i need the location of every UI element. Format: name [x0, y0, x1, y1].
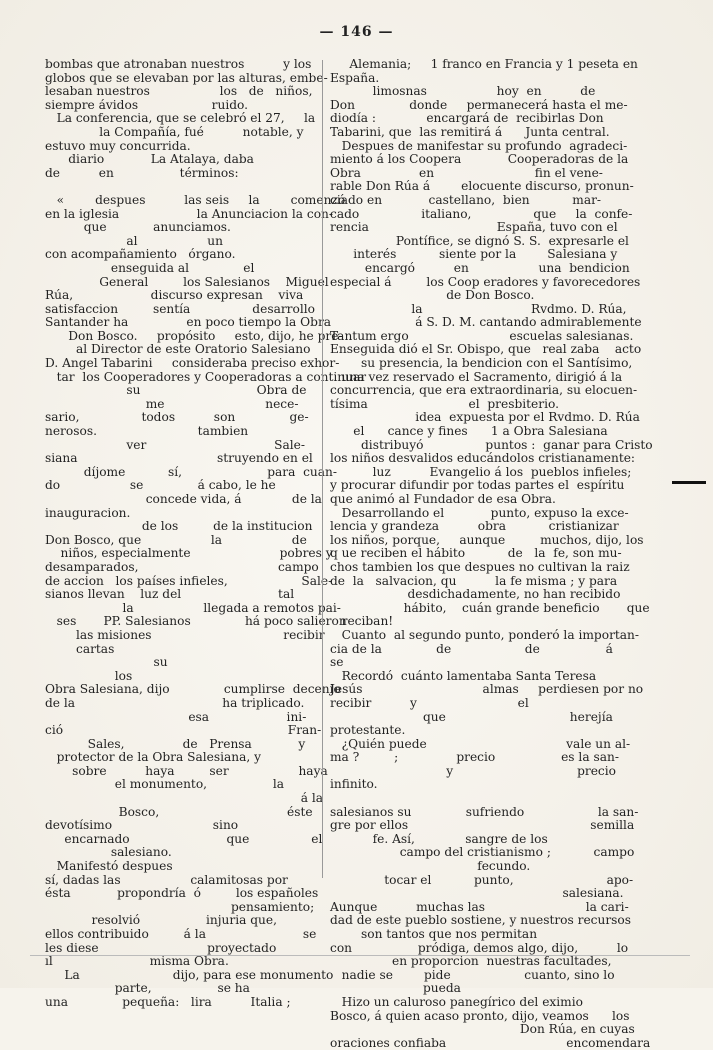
- text-line: cartas: [45, 641, 115, 656]
- text-line: Aunque muchas las la cari-: [330, 899, 629, 914]
- text-line: y procurar difundir por todas partes el espíritu: [330, 478, 625, 493]
- text-line: los niños, porque, aunque muchos, dijo, los: [330, 532, 644, 547]
- text-line: niños, especialmente pobres y: [45, 546, 333, 561]
- text-line: de la salvacion, qu la fe misma ; y para: [330, 573, 618, 588]
- text-line: los: [45, 668, 133, 683]
- text-line: rencia España, tuvo con el: [330, 220, 618, 235]
- text-line: el monumento, la: [45, 777, 285, 792]
- text-line: Tabarini, que las remitirá á Junta central.: [330, 124, 610, 139]
- text-line: cia de la de de á: [330, 641, 613, 656]
- text-line: y precio: [330, 763, 616, 778]
- text-line: encarnado que el: [45, 831, 323, 846]
- text-line: la llegada a remotos pai-: [45, 600, 341, 615]
- text-line: infinito.: [330, 777, 378, 792]
- text-line: ver Sale-: [45, 437, 305, 452]
- text-line: nadie se pide cuanto, sino lo: [330, 967, 615, 982]
- text-line: satisfaccion sentía desarrollo: [45, 301, 315, 316]
- text-line: la Rvdmo. D. Rúa,: [330, 301, 627, 316]
- text-line: La conferencia, que se celebró el 27, la: [45, 111, 316, 126]
- text-line: de en términos:: [45, 165, 239, 180]
- text-line: concurrencia, que era extraordinaria, su elocuen-: [330, 383, 638, 398]
- bottom-rule: [30, 955, 690, 956]
- text-line: « despues las seis la comenzó: [45, 192, 346, 207]
- text-line: pensamiento;: [45, 899, 315, 914]
- text-line: Obra en fin el vene-: [330, 165, 603, 180]
- text-line: Despues de manifestar su profundo agradeci-: [330, 138, 628, 153]
- text-line: Don Bosco. propósito esto, dijo, he pre-: [45, 328, 343, 343]
- text-line: campo del cristianismo ; campo: [330, 845, 635, 860]
- text-line: que anunciamos.: [45, 220, 231, 235]
- text-line: Don Bosco, que la de: [45, 532, 307, 547]
- text-line: Alemania; 1 franco en Francia y 1 peseta en: [330, 57, 638, 71]
- text-line: son tantos que nos permitan: [330, 927, 538, 941]
- text-line: oraciones confiaba encomendara: [330, 1035, 651, 1050]
- text-line: Hizo un caluroso panegírico del eximio: [330, 994, 583, 1009]
- text-line: q ue reciben el hábito de la fe, son mu-: [330, 546, 622, 561]
- text-line: ma ? ; precio es la san-: [330, 750, 619, 765]
- text-line: los niños desvalidos educándolos cristianamente:: [330, 451, 636, 466]
- text-line: chos tambien los que despues no cultivan la raiz: [330, 559, 630, 574]
- text-line: reciban!: [330, 614, 394, 629]
- text-line: Recordó cuánto lamentaba Santa Teresa: [330, 668, 597, 683]
- text-line: desamparados, campo: [45, 559, 319, 574]
- text-line: el cance y fines 1 a Obra Salesiana: [330, 424, 608, 439]
- text-line: salesiano.: [45, 845, 172, 860]
- text-line: al un: [45, 233, 223, 248]
- text-line: diodía : encargará de recibirlas Don: [330, 111, 604, 126]
- text-line: á la: [45, 791, 323, 806]
- text-line: encargó en una bendicion: [330, 260, 630, 275]
- text-line: de accion los países infieles, Sale-: [45, 573, 333, 588]
- text-line: ésta propondría ó los españoles: [45, 886, 319, 901]
- page-number: — 146 —: [319, 24, 394, 40]
- text-line: desdichadamente, no han recibido: [330, 587, 621, 602]
- text-line: siana struyendo en el: [45, 451, 313, 466]
- text-line: inauguracion.: [45, 505, 131, 520]
- text-line: díjome sí, para cuan-: [45, 464, 338, 479]
- text-line: especial á los Coop eradores y favorecedores: [330, 274, 641, 289]
- text-line: España.: [330, 70, 380, 85]
- column-divider: [322, 60, 323, 878]
- text-line: [45, 180, 327, 194]
- text-line: rable Don Rúa á elocuente discurso, pronun-: [330, 179, 634, 194]
- text-line: [330, 792, 612, 806]
- text-line: ció Fran-: [45, 723, 322, 738]
- text-line: Obra Salesiana, dijo cumplirse decenio: [45, 682, 341, 697]
- text-line: Bosco, éste: [45, 804, 313, 819]
- text-line: tar los Cooperadores y Cooperadoras a continuar: [45, 369, 367, 384]
- text-line: Cuanto al segundo punto, ponderó la importan-: [330, 627, 640, 642]
- text-line: protestante.: [330, 723, 406, 738]
- text-line: la Compañía, fué notable, y: [45, 124, 304, 139]
- text-line: General los Salesianos Miguel: [45, 274, 329, 289]
- text-line: Sales, de Prensa y: [45, 736, 306, 751]
- text-line: miento á los Coopera Cooperadoras de la: [330, 152, 629, 167]
- text-line: salesiana.: [330, 886, 624, 901]
- text-line: su: [45, 655, 168, 670]
- text-line: cado italiano, que la confe-: [330, 206, 633, 221]
- text-line: á S. D. M. cantando admirablemente: [330, 315, 642, 330]
- text-line: Don Rúa, en cuyas: [330, 1022, 635, 1037]
- text-line: de Don Bosco.: [330, 288, 535, 303]
- text-line: sianos llevan luz del tal: [45, 587, 295, 602]
- text-line: ¿Quién puede vale un al-: [330, 736, 631, 751]
- text-line: enseguida al el: [45, 260, 255, 275]
- text-line: concede vida, á de la: [45, 492, 322, 506]
- text-line: D. Angel Tabarini consideraba preciso exhor-: [45, 356, 340, 371]
- text-line: sobre haya ser haya: [45, 763, 328, 778]
- text-line: con acompañamiento órgano.: [45, 247, 236, 262]
- text-line: al Director de este Oratorio Salesiano: [45, 342, 311, 357]
- text-line: interés siente por la Salesiana y: [330, 247, 618, 262]
- text-line: diario La Atalaya, daba: [45, 152, 254, 167]
- text-line: limosnas hoy en de: [330, 84, 596, 99]
- text-line: gre por ellos semilla: [330, 818, 635, 833]
- text-line: que herejía: [330, 709, 613, 724]
- text-line: ses PP. Salesianos há poco salieron: [45, 614, 347, 629]
- text-line: tocar el punto, apo-: [330, 872, 634, 887]
- text-line: esa ini-: [45, 709, 307, 724]
- text-line: Tantum ergo escuelas salesianas.: [330, 328, 634, 343]
- text-line: en la iglesia la Anunciacion la con-: [45, 206, 334, 221]
- text-line: siempre ávidos ruido.: [45, 97, 249, 112]
- text-line: protector de la Obra Salesiana, y: [45, 750, 262, 765]
- text-line: do se á cabo, le he: [45, 478, 276, 493]
- text-line: sí, dadas las calamitosas por: [45, 872, 288, 887]
- text-line: globos que se elevaban por las alturas, embe-: [45, 70, 328, 85]
- text-line: Enseguida dió el Sr. Obispo, que real zaba acto: [330, 342, 642, 357]
- text-line: Pontífice, se dignó S. S. expresarle el: [330, 233, 629, 248]
- text-line: fe. Así, sangre de los: [330, 831, 548, 846]
- text-line: Manifestó despues: [45, 859, 173, 874]
- text-line: Rúa, discurso expresan viva: [45, 288, 304, 303]
- text-line: idea expuesta por el Rvdmo. D. Rúa: [330, 410, 640, 425]
- text-line: tísima el presbiterio.: [330, 396, 559, 411]
- text-line: Don donde permanecerá hasta el me-: [330, 97, 628, 112]
- text-line: ıl misma Obra.: [45, 954, 229, 969]
- text-line: Santander ha en poco tiempo la Obra: [45, 315, 332, 330]
- text-line: que animó al Fundador de esa Obra.: [330, 492, 556, 506]
- text-line: resolvió injuria que,: [45, 913, 277, 928]
- text-line: una pequeña: lira Italia ;: [45, 994, 291, 1009]
- text-line: de los de la institucion: [45, 519, 313, 534]
- text-line: luz Evangelio á los pueblos infieles;: [330, 464, 632, 479]
- text-line: parte, se ha: [45, 981, 250, 996]
- text-line: pueda: [330, 981, 461, 996]
- text-line: su presencia, la bendicion con el Santísimo,: [330, 356, 633, 371]
- text-line: en proporcion nuestras facultades,: [330, 954, 612, 969]
- text-line: fecundo.: [330, 859, 531, 874]
- text-line: recibir y el: [330, 695, 529, 710]
- text-line: una vez reservado el Sacramento, dirigió á la: [330, 369, 623, 384]
- text-line: las misiones recibir: [45, 627, 325, 642]
- text-line: lesaban nuestros los de niños,: [45, 84, 313, 99]
- text-line: sario, todos son ge-: [45, 410, 309, 425]
- text-line: bombas que atronaban nuestros y los: [45, 57, 312, 71]
- text-line: Jesús almas perdiesen por no: [330, 682, 644, 697]
- text-line: Desarrollando el punto, expuso la exce-: [330, 505, 629, 520]
- text-line: de la ha triplicado.: [45, 695, 305, 710]
- text-line: distribuyó puntos : ganar para Cristo: [330, 437, 653, 452]
- text-line: me nece-: [45, 396, 299, 411]
- text-line: nerosos. tambien: [45, 424, 249, 439]
- text-line: su Obra de: [45, 383, 307, 398]
- text-line: hábito, cuán grande beneficio que: [330, 600, 650, 615]
- text-line: estuvo muy concurrida.: [45, 138, 191, 153]
- text-line: ellos contribuido á la se: [45, 927, 317, 941]
- right-column: [330, 57, 653, 1050]
- text-line: ciado en castellano, bien mar-: [330, 192, 602, 207]
- text-line: Bosco, á quien acaso pronto, dijo, veamos los: [330, 1008, 630, 1023]
- margin-mark: [672, 481, 706, 484]
- text-line: se: [330, 655, 344, 670]
- text-line: La dijo, para ese monumento: [45, 967, 334, 982]
- text-line: dad de este pueblo sostiene, y nuestros recursos: [330, 913, 632, 928]
- text-line: lencia y grandeza obra cristianizar: [330, 519, 619, 534]
- text-line: devotísimo sino: [45, 818, 239, 833]
- text-line: les diese proyectado: [45, 940, 277, 955]
- text-line: salesianos su sufriendo la san-: [330, 804, 639, 819]
- text-line: con pródiga, demos algo, dijo, lo: [330, 940, 629, 955]
